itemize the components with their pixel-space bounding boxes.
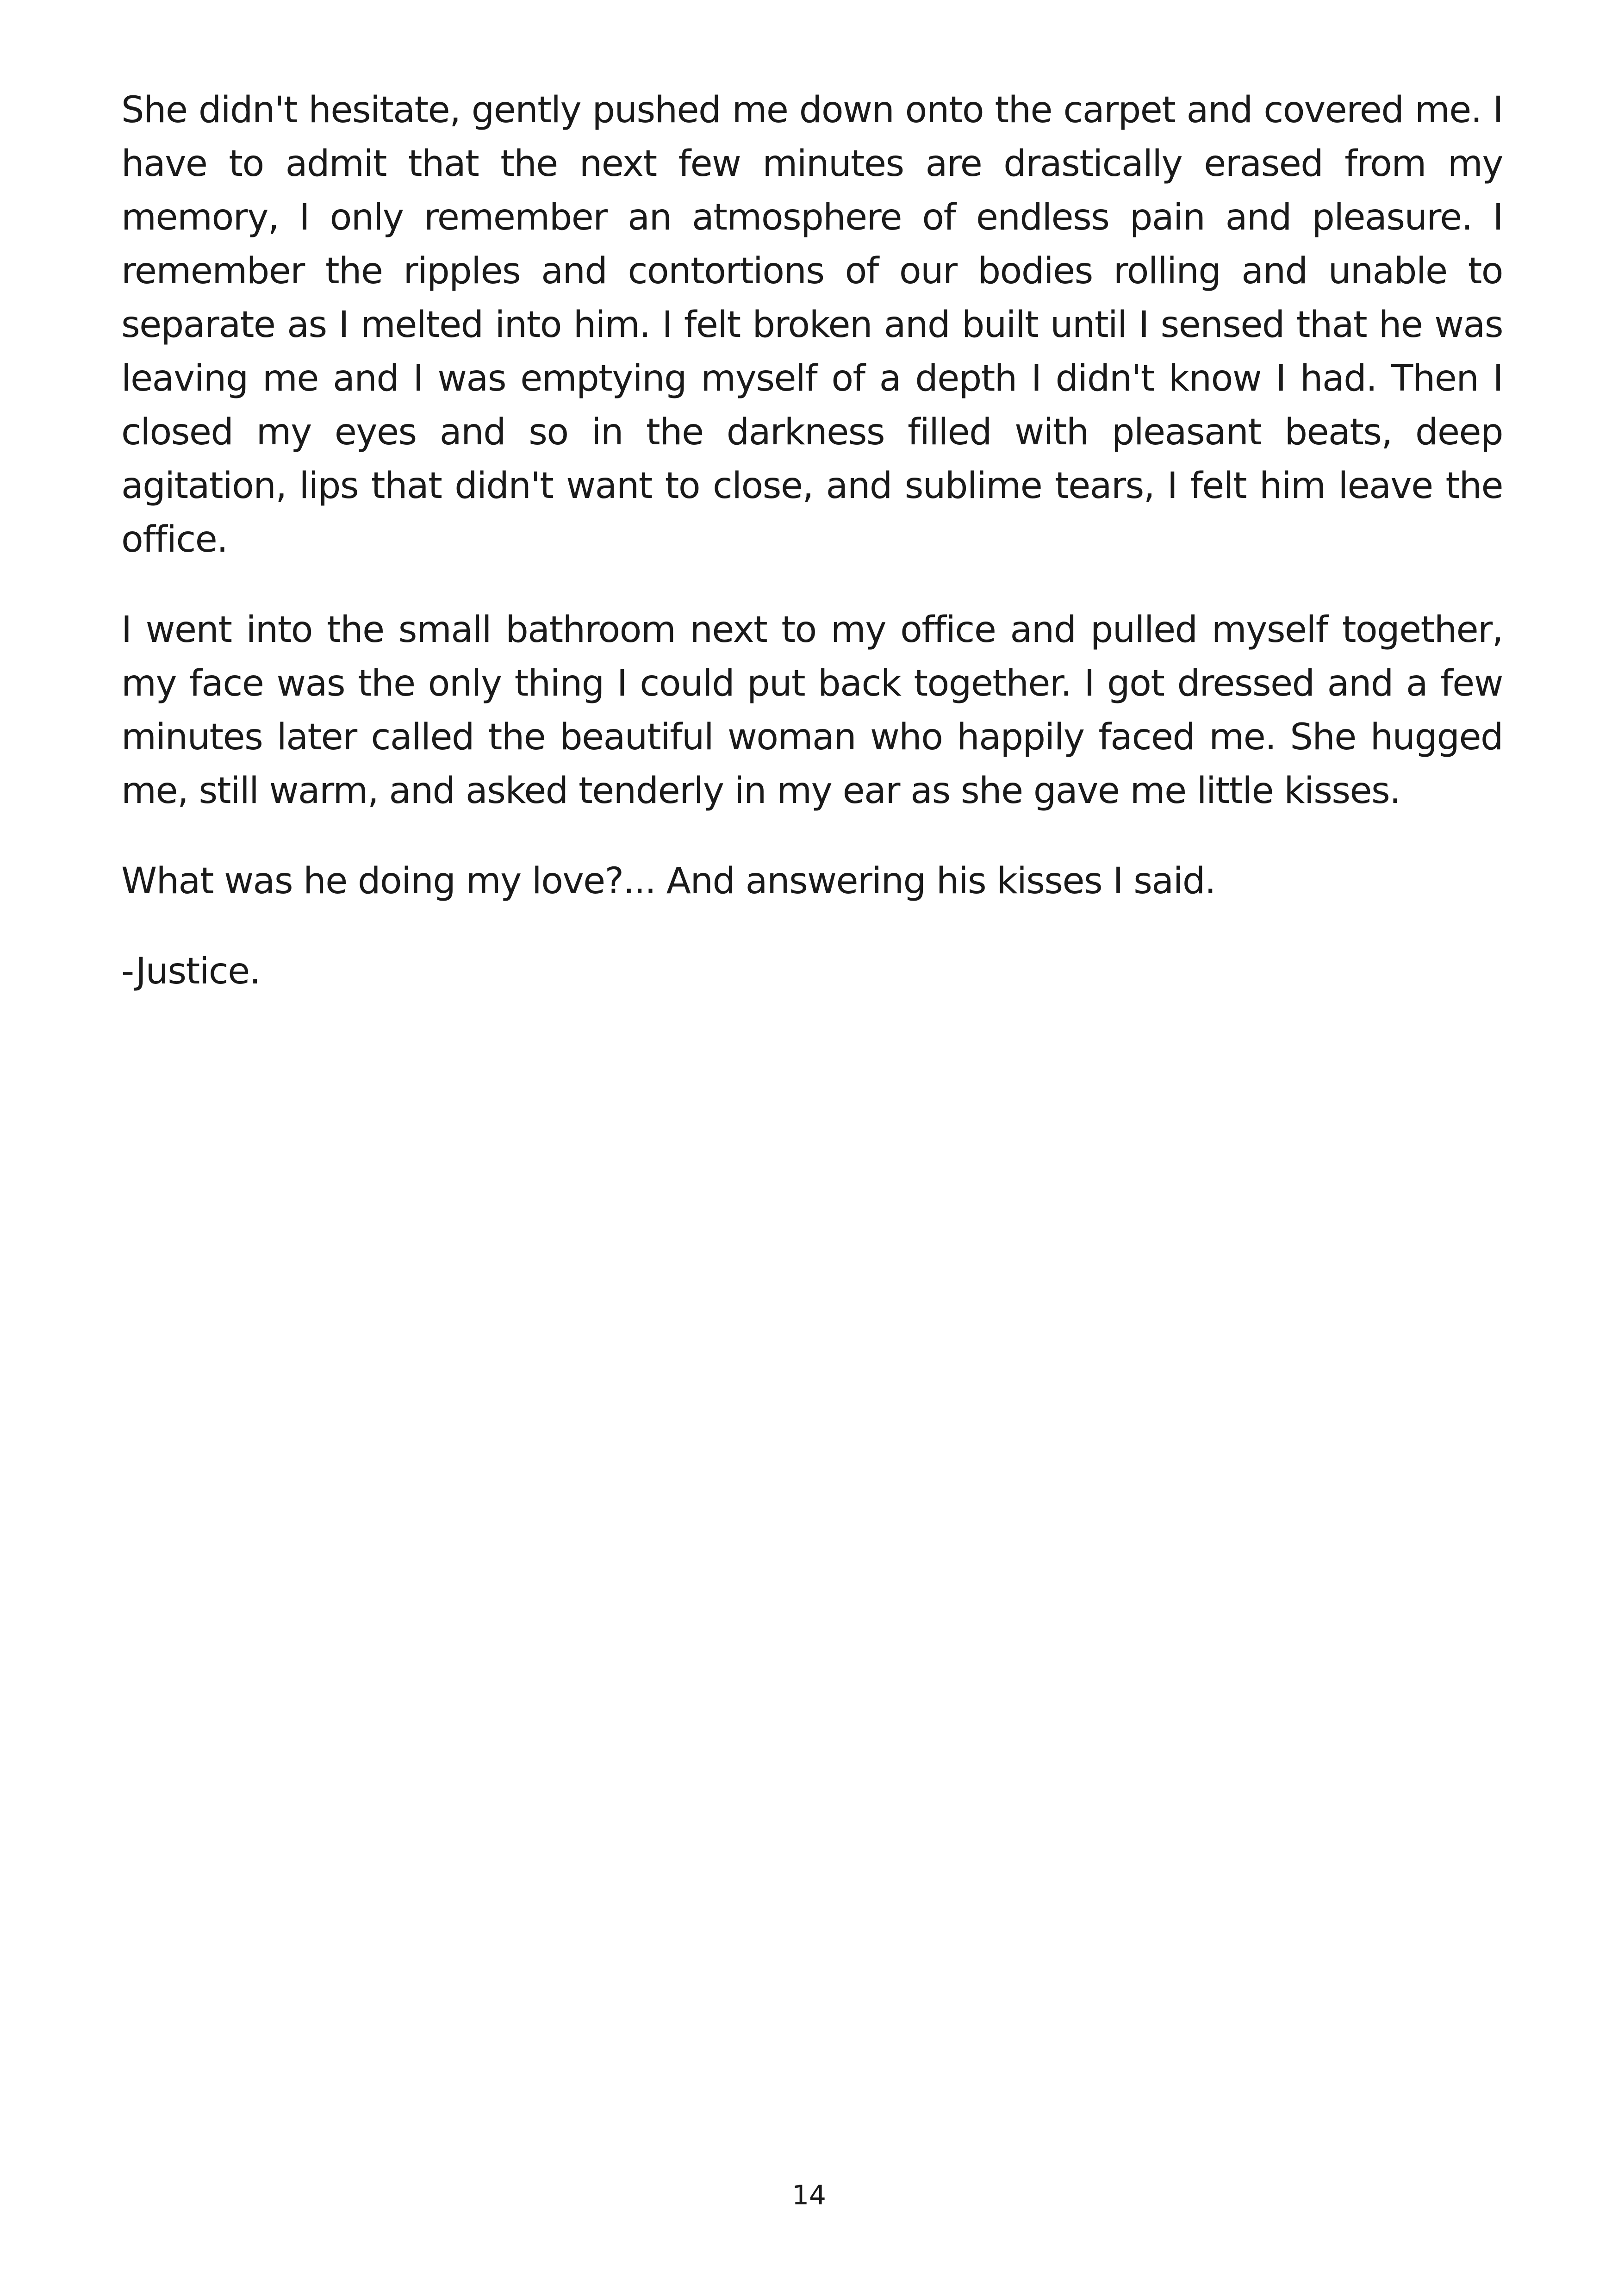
page-number: 14 <box>792 2179 826 2211</box>
paragraph-3: What was he doing my love?... And answering his kisses I said. <box>121 860 1216 902</box>
paragraph-1: She didn't hesitate, gently pushed me down onto the carpet and covered me. I have to admit that the next few minutes are drastically erased from my memory, I only remember an atmosphere of endless pain and pleasure. I remember the ripples and contortions of our bodies rolling and unable to separate as I melted into him. I felt broken and built until I sensed that he was leaving me and I was emptying myself of a depth I didn't know I had. Then I closed my eyes and so in the darkness filled with pleasant beats, deep agitation, lips that didn't want to close, and sublime tears, I felt him leave the office. <box>121 89 1503 560</box>
body-text <box>121 83 1503 1035</box>
paragraph-4: -Justice. <box>121 951 260 992</box>
paragraph-2: I went into the small bathroom next to my office and pulled myself together, my face was the only thing I could put back together. I got dressed and a few minutes later called the beautiful woman who happily faced me. She hugged me, still warm, and asked tenderly in my ear as she gave me little kisses. <box>121 609 1503 812</box>
